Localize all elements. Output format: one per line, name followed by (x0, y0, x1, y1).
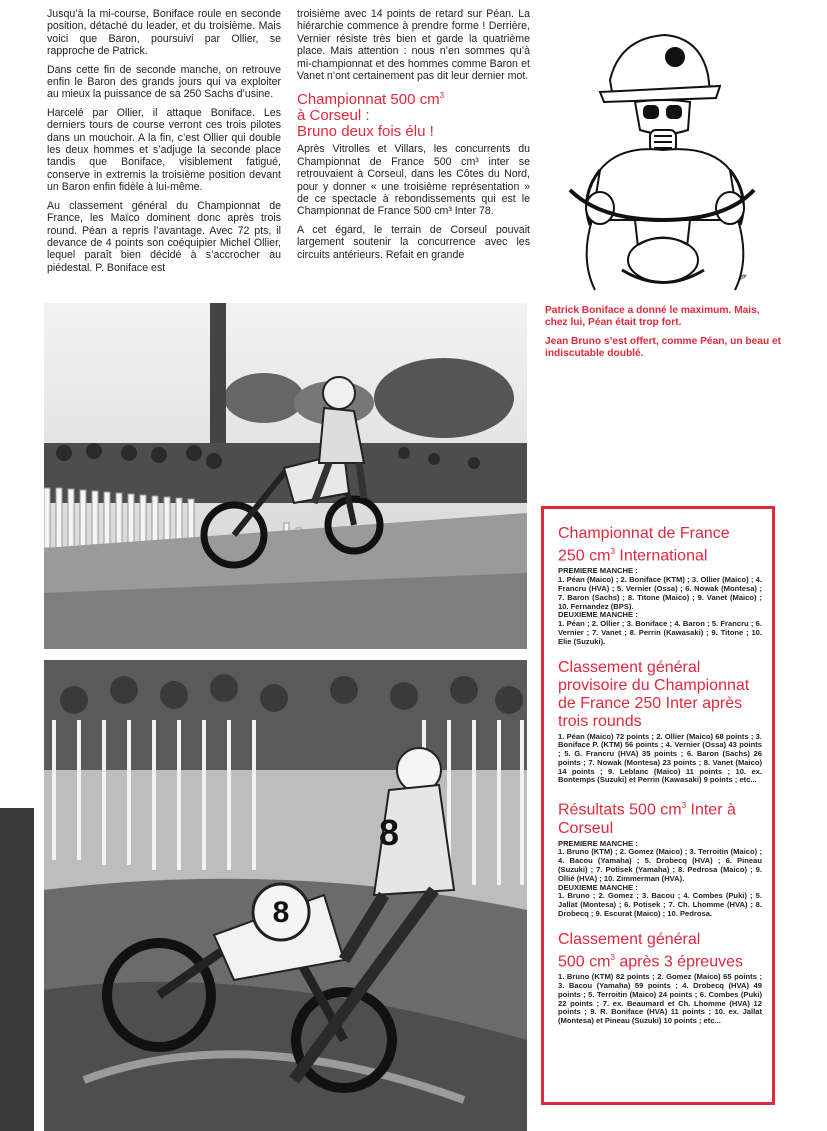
article-paragraph: A cet égard, le terrain de Corseul pouvait largement soutenir la concurrence avec les circuits antérieurs. Refait en grande (297, 223, 530, 261)
article-paragraph: Harcelé par Ollier, il attaque Boniface. Les derniers tours de course verront ces trois pilotes dans un mouchoir. A la fin, c’est Ollier qui double les deux hommes et s’adjuge la seconde place tandis que Boniface, visiblement fatigué, conserve in extremis la troisième position devant un Baron enfin fidèle à lui-même. (47, 106, 281, 194)
results-text: 1. Péan (Maico) 72 points ; 2. Ollier (Maico) 68 points ; 3. Boniface P. (KTM) 56 points ; 4. Vernier (Ossa) 43 points ; 5. G. Francru (HVA) 35 points ; 6. Baron (Sachs) 26 points ; 7. Nowak (Montesa) 23 points ; 8. Vanet (Maico) 14 points ; 9. Leblanc (Maico) 11 points ; 10. ex. Bontemps (Suzuki) et Perrin (Kawasaki) 9 points ; etc... (558, 731, 762, 785)
results-text: 1. Bruno (KTM) 82 points ; 2. Gomez (Maico) 65 points ; 3. Bacou (Yamaha) 59 points ; 4. Drobecq (HVA) 49 points ; 5. Terroitin (Maico) 24 points ; 6. Combes (Puki) 22 points ; 7. ex. Beaumard et Ch. Lhomme (HVA) 12 points ; 9. R. Boniface (HVA) 11 points ; 10. ex. Jallat (Montesa) et Pineau (Suzuki) 10 points ; etc... (558, 972, 762, 1026)
photo-caption: Patrick Boniface a donné le maximum. Mais, chez lui, Péan était trop fort. (545, 305, 760, 328)
results-heading: Championnat de France 250 $cm^3$ International (558, 525, 730, 565)
svg-text:✎: ✎ (737, 271, 751, 284)
svg-text:8: 8 (379, 812, 400, 853)
photo-caption: Jean Bruno s’est offert, comme Péan, un beau et indiscutable doublé. (545, 336, 782, 359)
section-heading: Championnat 500 $cm^3$ à Corseul : Bruno deux fois élu ! (297, 91, 445, 141)
article-paragraph: Jusqu’à la mi-course, Boniface roule en seconde position, détaché du leader, et du troisième. Mais voici que Baron, poursuivi par Ollier, se rapproche de Patrick. (47, 8, 281, 58)
results-box (541, 506, 775, 1105)
motocross-photo-boniface (44, 303, 527, 649)
article-column-1 (47, 8, 281, 280)
results-heading: Classement général 500 $cm^3$ après 3 épreuves (558, 930, 743, 971)
svg-text:8: 8 (272, 896, 290, 929)
rider-cartoon-illustration (540, 20, 770, 295)
article-paragraph: troisième avec 14 points de retard sur Péan. La hiérarchie commence à prendre forme ! Derrière, Vernier résiste très bien et garde la quatrième place. Mais attention : nous n’en sommes qu’à mi-championnat et des hommes comme Baron et Vanet n’ont certainement pas dit leur dernier mot. (297, 8, 530, 83)
article-paragraph: Après Vitrolles et Villars, les concurrents du Championnat de France 500 cm³ inter se retrouvaient à Corseul, dans les Côtes du Nord, pour y donner « une troisième représentation » de ce spectacle à rebondissements qui est le Championnat de France 500 cm³ Inter 78. (297, 143, 530, 218)
article-paragraph: Dans cette fin de seconde manche, on retrouve enfin le Baron des grands jours qui va exploiter au mieux la puissance de sa 250 Sachs d’usine. (47, 63, 281, 101)
results-heading: Résultats 500 $cm^3$ Inter à Corseul (558, 801, 736, 837)
results-text: PREMIERE MANCHE : 1. Bruno (KTM) ; 2. Gomez (Maico) ; 3. Terroitin (Maico) ; 4. Bacou (Yamaha) ; 5. Drobecq (HVA) ; 6. Pineau (Suzuki) ; 7. Potisek (Yamaha) ; 8. Pedrosa (Maico) ; 9. Ollié (HVA) ; 10. Zimmerman (HVA). DEUXIEME MANCHE : 1. Bruno ; 2. Gomez ; 3. Bacou ; 4. Combes (Puki) ; 5. Jallat (Montesa) ; 6. Potisek ; 7. Ch. Lhomme (HVA) ; 8. Drobecq ; 9. Escurat (Maico) ; 10. Pedrosa. (558, 838, 762, 918)
article-column-2 (297, 8, 530, 267)
article-paragraph: Au classement général du Championnat de France, les Maïco dominent donc après trois round. Péan a repris l’avantage. Avec 72 pts, il devance de 4 points son coéquipier Michel Ollier, lequel paraît bien décidé à s’accrocher au piédestal. P. Boniface est (47, 199, 281, 274)
results-text: PREMIERE MANCHE : 1. Péan (Maico) ; 2. Boniface (KTM) ; 3. Ollier (Maico) ; 4. Francru (HVA) ; 5. Vernier (Ossa) ; 6. Nowak (Montesa) ; 7. Baron (Sachs) ; 8. Titone (Maico) ; 9. Vanet (Maico) ; 10. Fernandez (BPS). DEUXIEME MANCHE : 1. Péan ; 2. Ollier ; 3. Boniface ; 4. Baron ; 5. Francru ; 6. Vernier ; 7. Vanet ; 8. Perrin (Kawasaki) ; 9. Titone ; 10. Elie (Suzuki). (558, 566, 762, 646)
adjacent-photo-edge (0, 808, 34, 1131)
results-heading: Classement général provisoire du Championnat de France 250 Inter après trois rounds (558, 658, 750, 730)
motocross-photo-bruno (44, 660, 527, 1131)
